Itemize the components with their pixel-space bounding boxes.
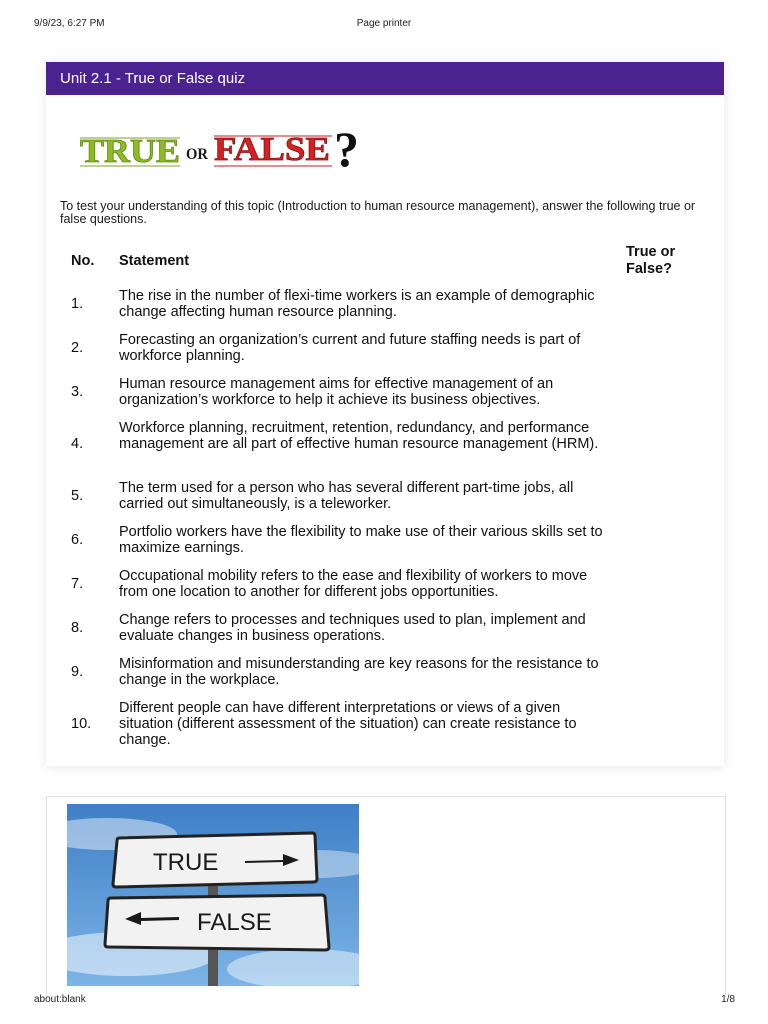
row-number: 7. (71, 576, 84, 592)
true-or-false-logo (76, 120, 366, 180)
row-number: 1. (71, 296, 84, 312)
row-statement: The rise in the number of flexi-time workers is an example of demographic change affecting human resource planning. (119, 288, 595, 320)
row-statement: Portfolio workers have the flexibility to make use of their various skills set to maximize earnings. (119, 524, 603, 556)
row-statement: Occupational mobility refers to the ease and flexibility of workers to move from one location to another for different jobs opportunities. (119, 568, 588, 600)
row-statement: Forecasting an organization’s current and future staffing needs is part of workforce planning. (119, 332, 581, 364)
print-page-number: 1/8 (721, 994, 735, 1005)
column-header-no: No. (71, 253, 95, 269)
row-number: 5. (71, 488, 84, 504)
row-number: 9. (71, 664, 84, 680)
row-statement: Human resource management aims for effective management of an organization’s workforce to help it achieve its business objectives. (119, 376, 554, 408)
logo-false-text: FALSE (214, 131, 330, 168)
row-number: 6. (71, 532, 84, 548)
true-false-signpost-image (67, 804, 359, 986)
unit-title-bar (46, 62, 724, 95)
column-header-true-or-false: True or False? (626, 244, 676, 277)
logo-true-text: TRUE (80, 133, 180, 170)
sign-false-label: FALSE (197, 909, 272, 936)
print-title: Page printer (356, 18, 412, 29)
row-number: 8. (71, 620, 84, 636)
row-statement: Change refers to processes and techniques used to plan, implement and evaluate changes in business operations. (119, 612, 586, 644)
print-url: about:blank (34, 994, 86, 1005)
logo-question-mark: ? (334, 121, 359, 177)
column-header-statement: Statement (119, 253, 190, 269)
row-number: 2. (71, 340, 84, 356)
image-card (46, 796, 726, 997)
row-statement: Misinformation and misunderstanding are key reasons for the resistance to change in the workplace. (119, 656, 599, 688)
quiz-card (46, 62, 724, 766)
row-number: 10. (71, 716, 92, 732)
unit-title: Unit 2.1 - True or False quiz (60, 70, 246, 87)
sign-true-label: TRUE (153, 849, 219, 876)
row-number: 4. (71, 436, 84, 452)
row-number: 3. (71, 384, 84, 400)
print-datetime: 9/9/23, 6:27 PM (34, 18, 105, 29)
row-statement: Different people can have different interpretations or views of a given situation (different assessment of the situation) can create resistance to change. (119, 700, 577, 748)
row-statement: Workforce planning, recruitment, retention, redundancy, and performance management are all part of effective human resource management (HRM). (119, 420, 599, 452)
row-statement: The term used for a person who has several different part-time jobs, all carried out simultaneously, is a teleworker. (119, 480, 574, 512)
intro-text: To test your understanding of this topic (Introduction to human resource management), answer the following true or false questions. (60, 199, 696, 226)
logo-or-text: OR (186, 146, 209, 163)
